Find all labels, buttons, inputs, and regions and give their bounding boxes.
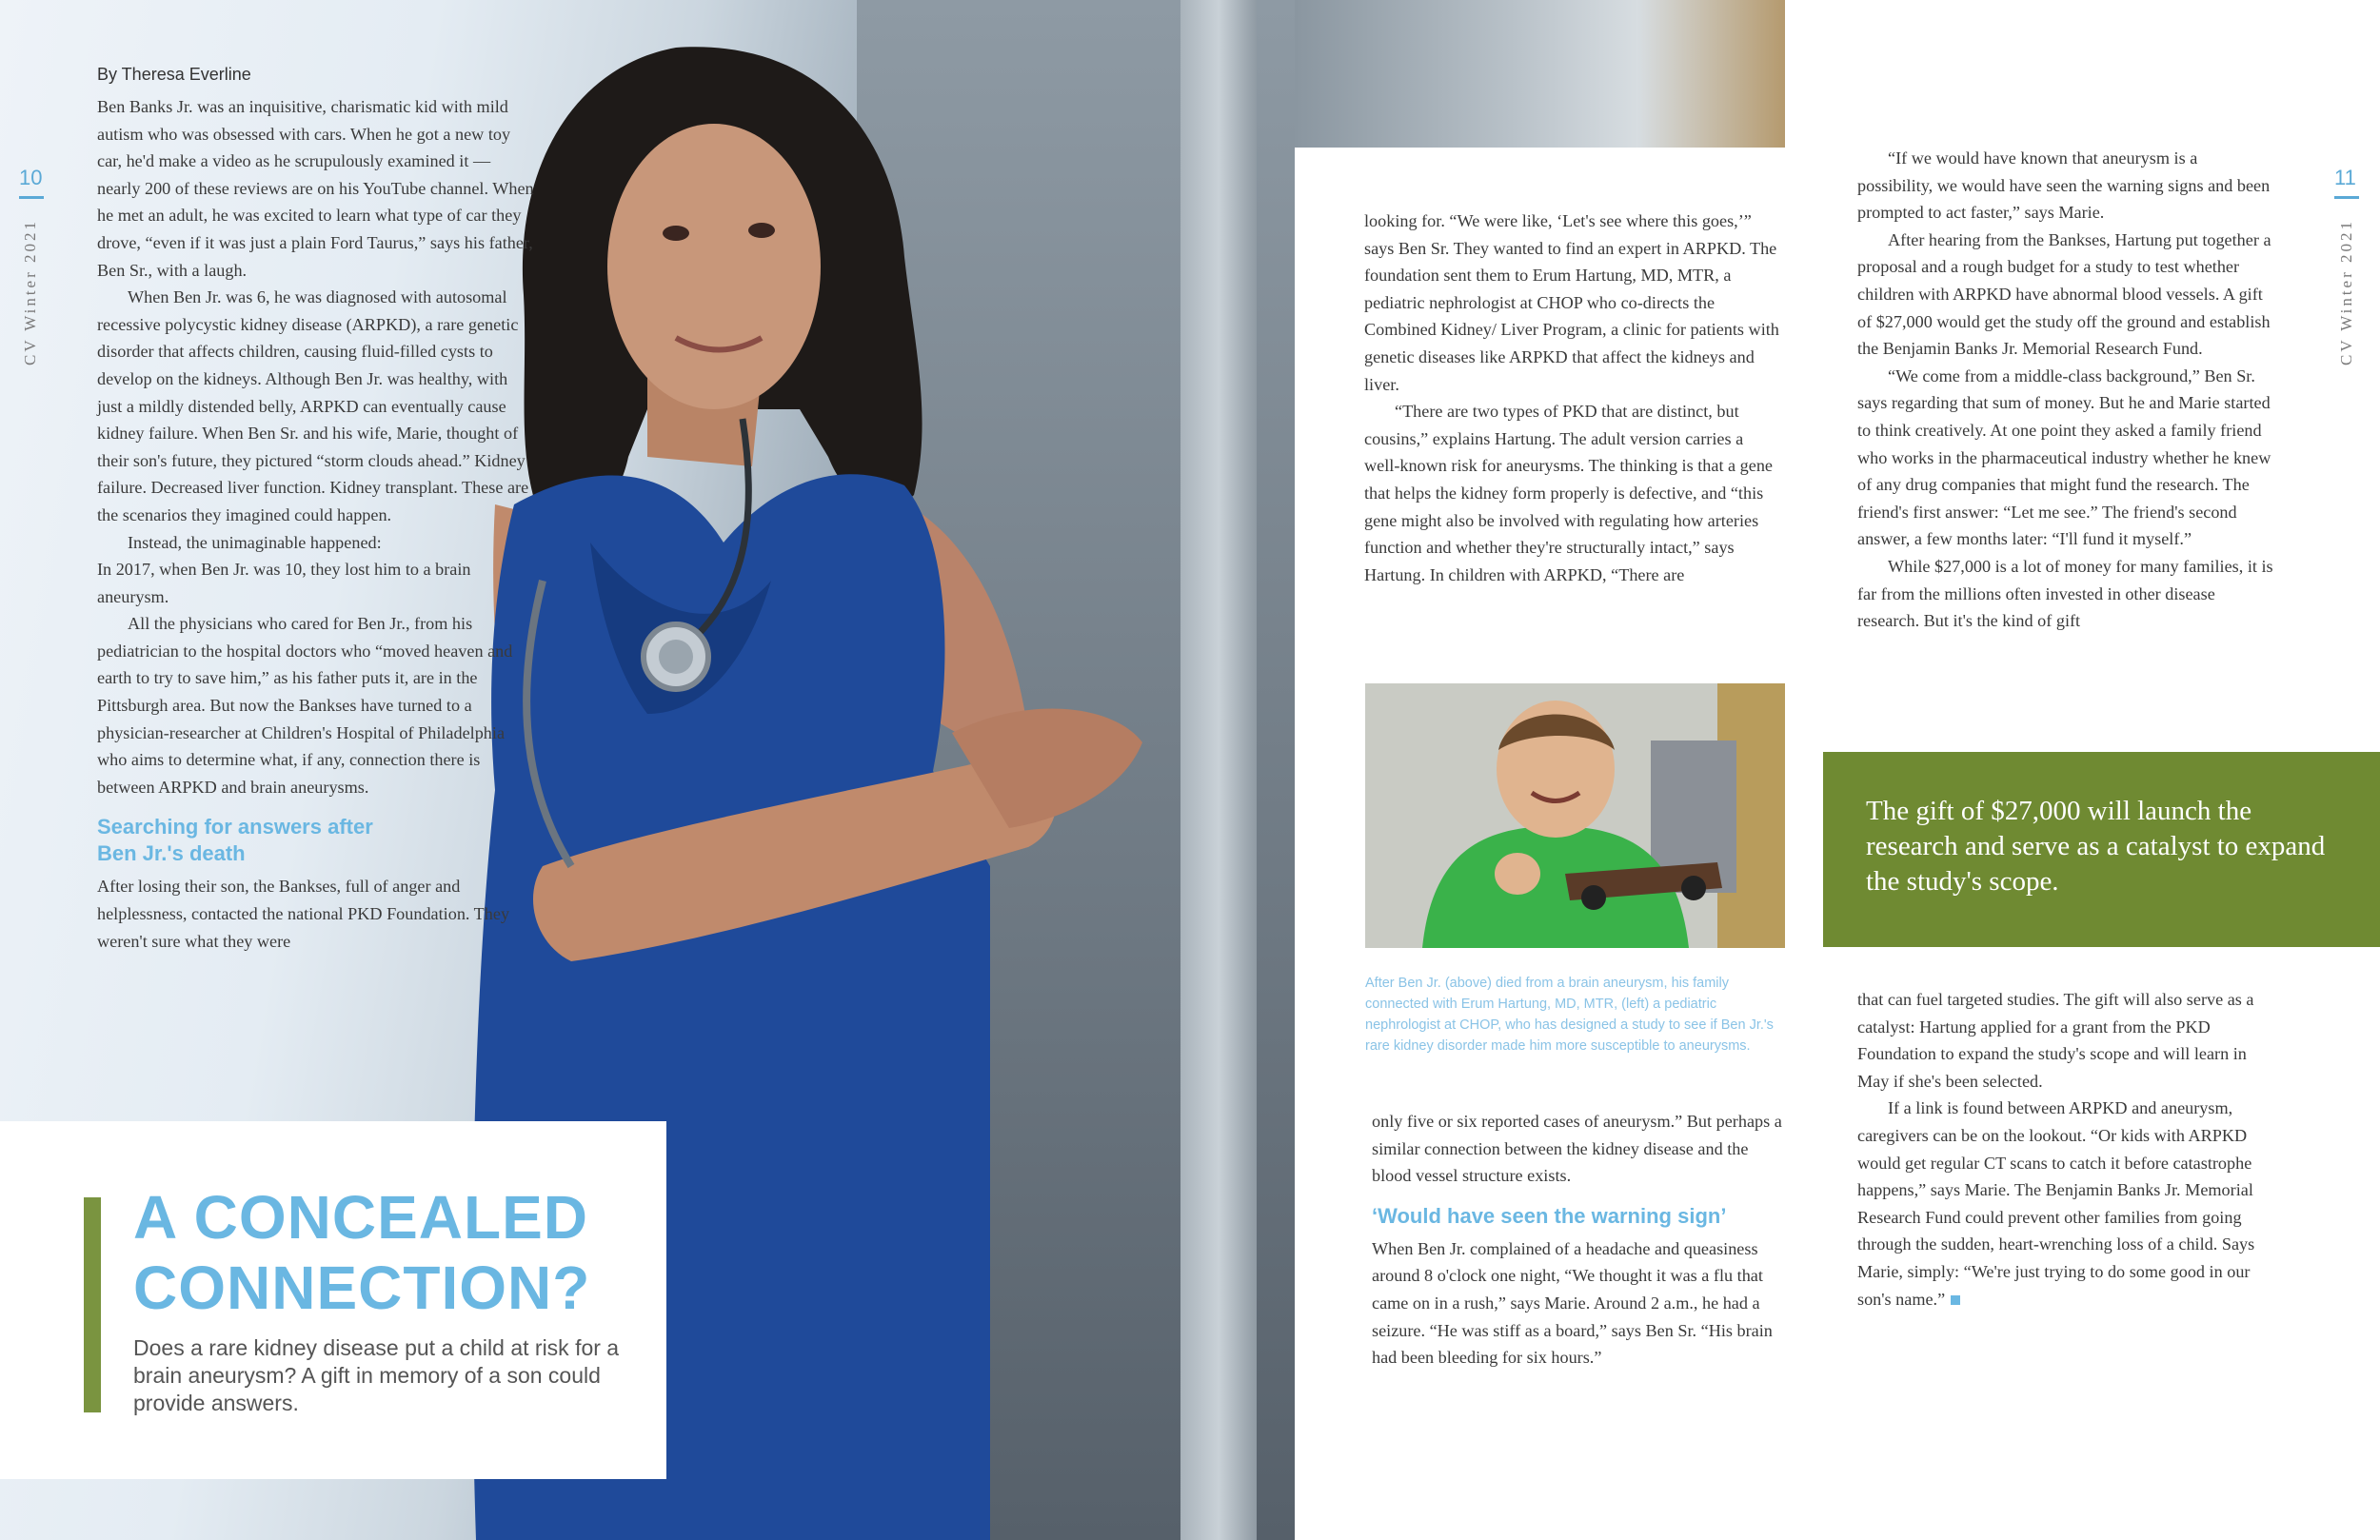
article-column-1 (97, 93, 535, 955)
paragraph: After losing their son, the Bankses, full of anger and helplessness, contacted the national PKD Foundation. They weren't sure what they were (97, 877, 510, 951)
article-column-2-bottom (1372, 1108, 1791, 1372)
top-photo-strip (1295, 0, 1785, 148)
running-head-right: CV Winter 2021 (2337, 218, 2355, 365)
paragraph: Instead, the unimaginable happened: (128, 532, 382, 552)
boy-photo-illustration (1365, 683, 1785, 948)
section-subhead: ‘Would have seen the warning sign’ (1372, 1203, 1727, 1228)
paragraph: After hearing from the Bankses, Hartung put together a proposal and a rough budget for a study to test whether children with ARPKD have abnormal blood vessels. A gift of $27,000 would get the study off the ground and establish the Benjamin Banks Jr. Memorial Research Fund. (1857, 229, 2271, 359)
page-number-rule-right (2334, 196, 2359, 199)
photo-beam (1180, 0, 1257, 1540)
paragraph: only five or six reported cases of aneurysm.” But perhaps a similar connection between the kidney disease and the blood vessel structure exists. (1372, 1112, 1782, 1186)
article-column-3-top (1857, 145, 2276, 635)
pull-quote-box (1823, 752, 2380, 947)
running-head-left: CV Winter 2021 (21, 218, 39, 365)
title-accent-bar (84, 1197, 101, 1412)
title-line-1: A CONCEALED (133, 1183, 588, 1252)
paragraph: Ben Banks Jr. was an inquisitive, charismatic kid with mild autism who was obsessed with cars. When he got a new toy car, he'd make a video as he scrupulously examined it — nearly 200 of these reviews are on his YouTube channel. When he met an adult, he was excited to learn what type of car they drove, “even if it was just a plain Ford Taurus,” says his father, Ben Sr., with a laugh. (97, 97, 534, 280)
paragraph (1857, 1095, 2276, 1313)
paragraph: All the physicians who cared for Ben Jr., from his pediatrician to the hospital doctors who “moved heaven and earth to try to save him,” as his father puts it, are in the Pittsburgh area. But now the Bankses have turned to a physician-researcher at Children's Hospital of Philadelphia who aims to determine what, if any, connection there is between ARPKD and brain aneurysms. (97, 614, 513, 797)
pull-quote-text: The gift of $27,000 will launch the research and serve as a catalyst to expand the study's scope. (1866, 796, 2326, 897)
paragraph: When Ben Jr. complained of a headache and queasiness around 8 o'clock one night, “We thought it was a flu that came on in a rush,” says Marie. Around 2 a.m., he had a seizure. “He was stiff as a board,” says Ben Sr. “His brain had been bleeding for six hours.” (1372, 1238, 1773, 1368)
title-line-2: CONNECTION? (133, 1254, 591, 1322)
page-number-left: 10 (19, 166, 43, 189)
photo-caption: After Ben Jr. (above) died from a brain aneurysm, his family connected with Erum Hartung, MD, MTR, (left) a pediatric nephrologist at CHOP, who has designed a study to see if Ben Jr.'s rare kidney disorder made him more susceptible to aneurysms. (1365, 976, 1774, 1054)
page-number-rule-left (19, 196, 44, 199)
article-column-2-top (1364, 207, 1783, 588)
page-number-right: 11 (2334, 166, 2356, 189)
closing-paragraph-text: If a link is found between ARPKD and aneurysm, caregivers can be on the lookout. “Or kids with ARPKD would get regular CT scans to catch it before catastrophe happens,” says Marie. The Benjamin Banks Jr. Memorial Research Fund could prevent other families from going through the sudden, heart-wrenching loss of a child. Says Marie, simply: “We're just trying to do some good in our son's name.” (1857, 1098, 2255, 1309)
paragraph: looking for. “We were like, ‘Let's see where this goes,’” says Ben Sr. They wanted to find an expert in ARPKD. The foundation sent them to Erum Hartung, MD, MTR, a pediatric nephrologist at CHOP who co-directs the Combined Kidney/ Liver Program, a clinic for patients with genetic diseases like ARPKD that affect the kidneys and liver. (1364, 211, 1779, 394)
article-column-3-bottom (1857, 986, 2276, 1313)
paragraph: In 2017, when Ben Jr. was 10, they lost him to a brain aneurysm. (97, 560, 471, 606)
paragraph: While $27,000 is a lot of money for many families, it is far from the millions often invested in other disease research. But it's the kind of gift (1857, 556, 2273, 631)
paragraph: When Ben Jr. was 6, he was diagnosed with autosomal recessive polycystic kidney disease (ARPKD), a rare genetic disorder that affects children, causing fluid-filled cysts to develop on the kidneys. Although Ben Jr. was healthy, with just a mildly distended belly, ARPKD can eventually cause kidney failure. When Ben Sr. and his wife, Marie, thought of their son's future, they pictured “storm clouds ahead.” Kidney failure. Decreased liver function. Kidney transplant. These are the scenarios they imagined could happen. (97, 287, 529, 524)
section-subhead: Searching for answers after Ben Jr.'s death (97, 815, 373, 866)
article-dek: Does a rare kidney disease put a child at risk for a brain aneurysm? A gift in memory of a son could provide answers. (133, 1335, 620, 1415)
article-title (133, 1182, 590, 1323)
paragraph: “There are two types of PKD that are distinct, but cousins,” explains Hartung. The adult version carries a well-known risk for aneurysms. The thinking is that a gene that helps the kidney form properly is defective, and “this gene might also be involved with regulating how arteries function and whether they're structurally intact,” says Hartung. In children with ARPKD, “There are (1364, 402, 1774, 584)
paragraph: “We come from a middle-class background,” Ben Sr. says regarding that sum of money. But he and Marie started to think creatively. At one point they asked a family friend who works in the pharmaceutical industry whether he knew of any drug companies that might fund the research. The friend's first answer: “Let me see.” The friend's second answer, a few months later: “I'll fund it myself.” (1857, 365, 2271, 549)
paragraph: “If we would have known that aneurysm is a possibility, we would have seen the warning signs and been prompted to act faster,” says Marie. (1857, 148, 2271, 223)
byline: By Theresa Everline (97, 65, 251, 84)
end-mark-icon (1951, 1295, 1960, 1305)
paragraph: that can fuel targeted studies. The gift will also serve as a catalyst: Hartung applied for a grant from the PKD Foundation to expand the study's scope and will learn in May if she's been selected. (1857, 990, 2254, 1091)
boy-with-toy-car-photo (1365, 683, 1785, 948)
